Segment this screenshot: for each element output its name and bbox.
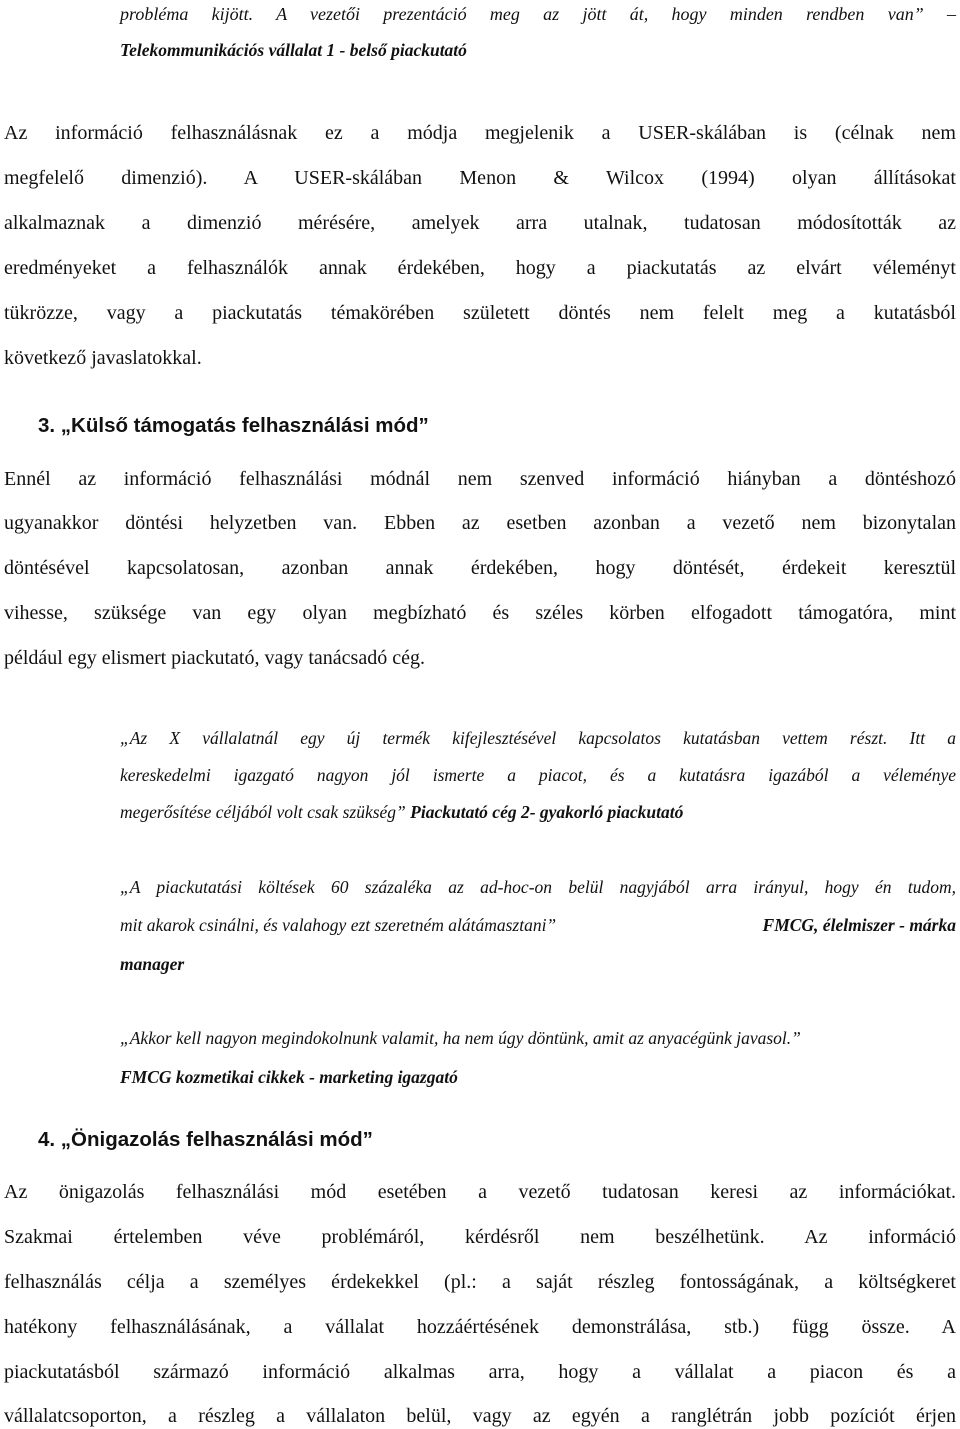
paragraph-line: hatékony felhasználásának, a vállalat hozzáértésének demonstrálása, stb.) függ össze. A [4, 1316, 956, 1338]
paragraph-line: vállalatcsoporton, a részleg a vállalaton belül, vagy az egyén a ranglétrán jobb pozíciót érjen [4, 1405, 956, 1427]
paragraph-line: felhasználás célja a személyes érdekekkel (pl.: a saját részleg fontosságának, a költségkeret [4, 1271, 956, 1293]
section-heading: 4. „Önigazolás felhasználási mód” [38, 1128, 373, 1151]
quote-line: kereskedelmi igazgató nagyon jól ismerte a piacot, és a kutatásra igazából a véleménye [120, 765, 956, 785]
paragraph-line: eredményeket a felhasználók annak érdekében, hogy a piackutatás az elvárt véleményt [4, 257, 956, 279]
quote-text: megerősítése céljából volt csak szükség” [120, 802, 406, 822]
quote-source: manager [120, 954, 185, 974]
quote-line: „A piackutatási költések 60 százaléka az ad-hoc-on belül nagyjából arra irányul, hogy én tudom, [120, 877, 956, 897]
quote-line [120, 800, 956, 824]
paragraph-line: Az önigazolás felhasználási mód esetében a vezető tudatosan keresi az információkat. [4, 1181, 956, 1203]
quote-line: probléma kijött. A vezetői prezentáció meg az jött át, hogy minden rendben van” – [120, 4, 956, 24]
quote-line [120, 913, 956, 937]
paragraph-line: Ennél az információ felhasználási módnál nem szenved információ hiányban a döntéshozó [4, 468, 956, 490]
quote-source: FMCG, élelmiszer - márka [762, 915, 956, 935]
quote-source: FMCG kozmetikai cikkek - marketing igazgató [120, 1067, 458, 1087]
paragraph-line: ugyanakkor döntési helyzetben van. Ebben az esetben azonban a vezető nem bizonytalan [4, 512, 956, 534]
paragraph-line: következő javaslatokkal. [4, 347, 202, 369]
quote-text: mit akarok csinálni, és valahogy ezt szeretném alátámasztani” [120, 915, 557, 935]
paragraph-line: döntésével kapcsolatosan, azonban annak érdekében, hogy döntését, érdekeit keresztül [4, 557, 956, 579]
paragraph-line: alkalmaznak a dimenzió mérésére, amelyek arra utalnak, tudatosan módosították az [4, 212, 956, 234]
quote-source: Piackutató cég 2- gyakorló piackutató [410, 802, 684, 822]
quote-source: Telekommunikációs vállalat 1 - belső piackutató [120, 40, 467, 60]
quote-line: „Akkor kell nagyon megindokolnunk valamit, ha nem úgy döntünk, amit az anyacégünk javasol.” [120, 1028, 801, 1048]
section-heading: 3. „Külső támogatás felhasználási mód” [38, 414, 429, 437]
paragraph-line: megfelelő dimenzió). A USER-skálában Menon & Wilcox (1994) olyan állításokat [4, 167, 956, 189]
paragraph-line: Szakmai értelemben véve problémáról, kérdésről nem beszélhetünk. Az információ [4, 1226, 956, 1248]
paragraph-line: vihesse, szüksége van egy olyan megbízható és széles körben elfogadott támogatóra, mint [4, 602, 956, 624]
paragraph-line: Az információ felhasználásnak ez a módja megjelenik a USER-skálában is (célnak nem [4, 122, 956, 144]
paragraph-line: például egy elismert piackutató, vagy tanácsadó cég. [4, 647, 425, 669]
paragraph-line: piackutatásból származó információ alkalmas arra, hogy a vállalat a piacon és a [4, 1361, 956, 1383]
quote-line: „Az X vállalatnál egy új termék kifejlesztésével kapcsolatos kutatásban vettem részt. Itt a [120, 728, 956, 748]
paragraph-line: tükrözze, vagy a piackutatás témakörében született döntés nem felelt meg a kutatásból [4, 302, 956, 324]
